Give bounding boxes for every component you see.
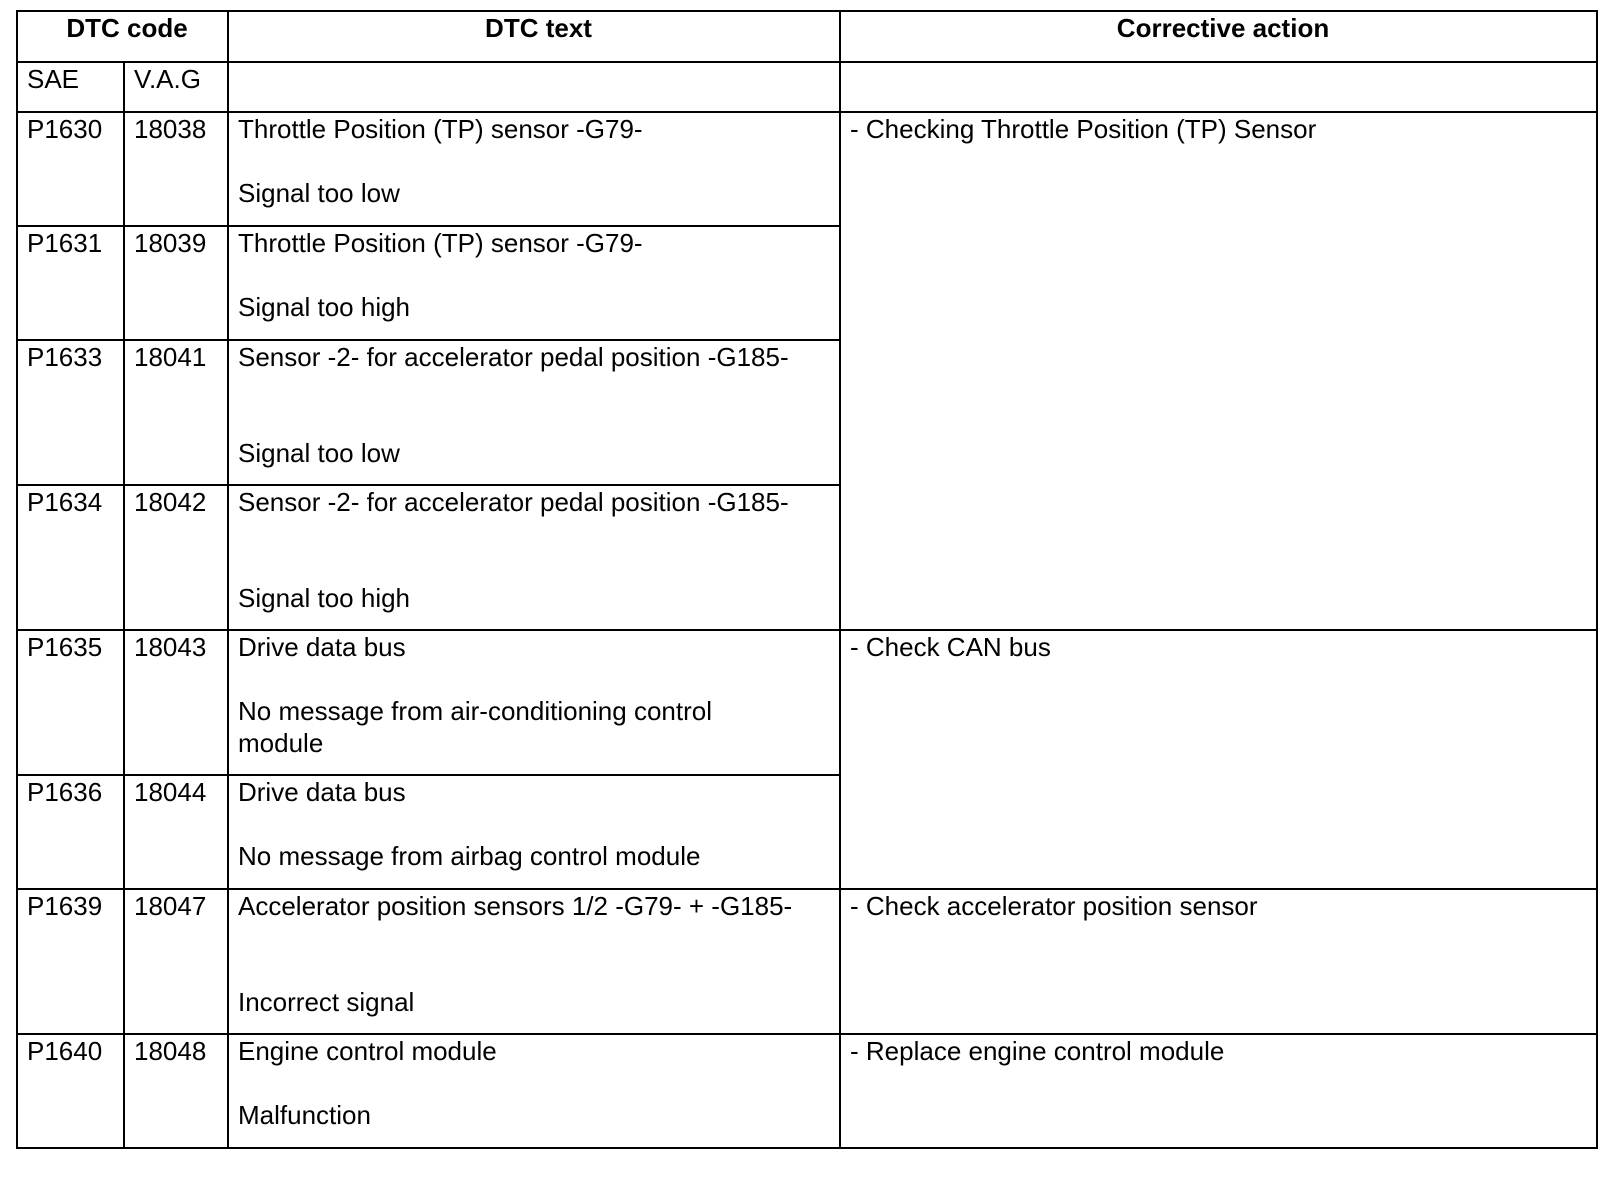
sae-code: P1635 — [17, 630, 124, 775]
dtc-component: Accelerator position sensors 1/2 -G79- + -G185- — [238, 891, 793, 921]
vag-code: 18038 — [124, 112, 228, 226]
sae-code: P1631 — [17, 226, 124, 340]
dtc-condition: Incorrect signal — [238, 987, 415, 1017]
dtc-component: Drive data bus — [238, 632, 406, 662]
dtc-text-header: DTC text — [228, 11, 840, 62]
dtc-condition: No message from airbag control module — [238, 841, 701, 871]
dtc-condition: No message from air-conditioning control module — [238, 696, 712, 758]
dtc-text — [228, 775, 840, 889]
corrective-action: - Check accelerator position sensor — [840, 889, 1597, 1034]
dtc-text — [228, 485, 840, 630]
corrective-action: - Check CAN bus — [840, 630, 1597, 889]
sae-code: P1633 — [17, 340, 124, 485]
dtc-component: Sensor -2- for accelerator pedal position -G185- — [238, 487, 789, 517]
sae-header: SAE — [17, 62, 124, 112]
dtc-text — [228, 226, 840, 340]
empty-cell — [228, 62, 840, 112]
sae-code: P1636 — [17, 775, 124, 889]
vag-code: 18042 — [124, 485, 228, 630]
corrective-action: - Checking Throttle Position (TP) Sensor — [840, 112, 1597, 630]
dtc-component: Sensor -2- for accelerator pedal position -G185- — [238, 342, 789, 372]
dtc-text — [228, 630, 840, 775]
subheader-row — [17, 62, 1597, 112]
corrective-action-header: Corrective action — [840, 11, 1597, 62]
sae-code: P1634 — [17, 485, 124, 630]
corrective-action: - Replace engine control module — [840, 1034, 1597, 1148]
vag-header: V.A.G — [124, 62, 228, 112]
dtc-text — [228, 112, 840, 226]
dtc-condition: Signal too low — [238, 438, 400, 468]
vag-code: 18047 — [124, 889, 228, 1034]
vag-code: 18039 — [124, 226, 228, 340]
table-row — [17, 112, 1597, 226]
dtc-condition: Signal too high — [238, 292, 411, 322]
table-row — [17, 1034, 1597, 1148]
dtc-condition: Signal too low — [238, 178, 400, 208]
vag-code: 18041 — [124, 340, 228, 485]
header-row — [17, 11, 1597, 62]
dtc-text — [228, 889, 840, 1034]
empty-cell — [840, 62, 1597, 112]
dtc-text — [228, 340, 840, 485]
dtc-text — [228, 1034, 840, 1148]
sae-code: P1630 — [17, 112, 124, 226]
vag-code: 18044 — [124, 775, 228, 889]
dtc-component: Throttle Position (TP) sensor -G79- — [238, 114, 643, 144]
dtc-component: Throttle Position (TP) sensor -G79- — [238, 228, 643, 258]
table-row — [17, 889, 1597, 1034]
dtc-component: Drive data bus — [238, 777, 406, 807]
dtc-component: Engine control module — [238, 1036, 497, 1066]
sae-code: P1639 — [17, 889, 124, 1034]
table-row — [17, 630, 1597, 775]
sae-code: P1640 — [17, 1034, 124, 1148]
vag-code: 18048 — [124, 1034, 228, 1148]
dtc-condition: Signal too high — [238, 583, 411, 613]
vag-code: 18043 — [124, 630, 228, 775]
dtc-condition: Malfunction — [238, 1100, 371, 1130]
dtc-code-header: DTC code — [17, 11, 228, 62]
dtc-table — [16, 10, 1598, 1149]
